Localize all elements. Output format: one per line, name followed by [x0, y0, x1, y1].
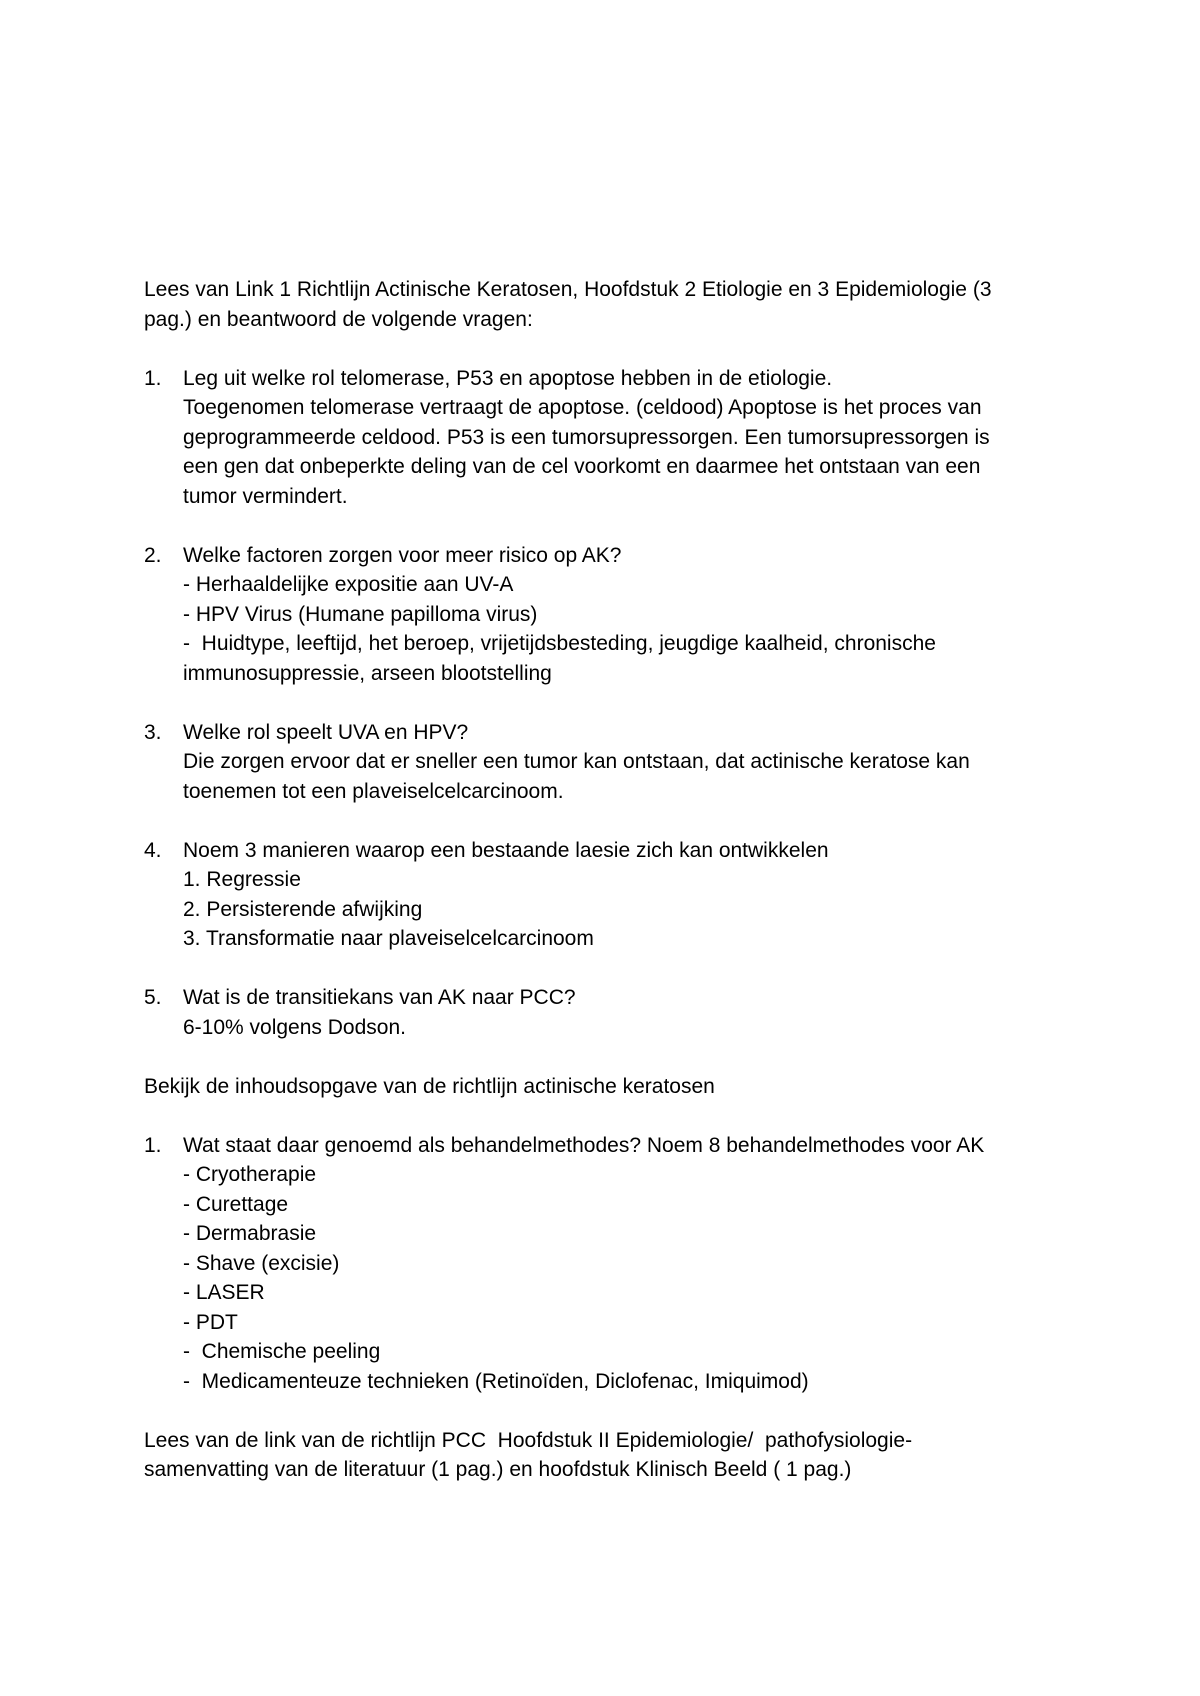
- question-number: 1.: [144, 366, 162, 390]
- answer-line: - Dermabrasie: [183, 1222, 317, 1245]
- treatment-question-1: [144, 1131, 1064, 1397]
- answer-line: 3. Transformatie naar plaveiselcelcarcinoom: [183, 927, 594, 950]
- answer-line: - HPV Virus (Humane papilloma virus): [183, 602, 538, 626]
- question-number: 2.: [144, 543, 162, 567]
- answer-line: - Medicamenteuze technieken (Retinoïden, Diclofenac, Imiquimod): [183, 1369, 809, 1393]
- answer-line: 1. Regressie: [183, 868, 301, 891]
- answer-line: tumor vermindert.: [183, 484, 348, 508]
- answer-line: - Cryotherapie: [183, 1163, 317, 1186]
- answer-line: - Curettage: [183, 1192, 289, 1216]
- answer-line: geprogrammeerde celdood. P53 is een tumorsupressorgen. Een tumorsupressorgen is: [183, 425, 990, 449]
- answer-line: - Herhaaldelijke expositie aan UV-A: [183, 573, 514, 596]
- intro-paragraph: [144, 275, 1064, 334]
- answer-line: toenemen tot een plaveiselcelcarcinoom.: [183, 779, 564, 803]
- question-text: Noem 3 manieren waarop een bestaande laesie zich kan ontwikkelen: [183, 838, 829, 862]
- question-2: [144, 541, 1064, 689]
- intro-line-2: pag.) en beantwoord de volgende vragen:: [144, 307, 533, 331]
- answer-line: immunosuppressie, arseen blootstelling: [183, 661, 552, 685]
- intro3-line-2: samenvatting van de literatuur (1 pag.) en hoofdstuk Klinisch Beeld ( 1 pag.): [144, 1458, 852, 1481]
- answer-line: een gen dat onbeperkte deling van de cel voorkomt en daarmee het ontstaan van een: [183, 455, 981, 478]
- answer-line: - Chemische peeling: [183, 1340, 381, 1363]
- answer-line: - LASER: [183, 1281, 265, 1304]
- question-text: Welke factoren zorgen voor meer risico op AK?: [183, 543, 622, 567]
- question-1: [144, 364, 1064, 512]
- question-4: [144, 836, 1064, 954]
- question-5: [144, 983, 1064, 1042]
- document-page: [144, 275, 1064, 1485]
- intro-paragraph-3: [144, 1426, 1064, 1485]
- question-text: Wat staat daar genoemd als behandelmethodes? Noem 8 behandelmethodes voor AK: [183, 1133, 985, 1157]
- question-text: Welke rol speelt UVA en HPV?: [183, 720, 469, 744]
- question-number: 5.: [144, 986, 162, 1009]
- intro2-line: Bekijk de inhoudsopgave van de richtlijn actinische keratosen: [144, 1074, 715, 1098]
- answer-line: 6-10% volgens Dodson.: [183, 1015, 406, 1039]
- intro3-line-1: Lees van de link van de richtlijn PCC Hoofdstuk II Epidemiologie/ pathofysiologie-: [144, 1428, 913, 1452]
- answer-line: 2. Persisterende afwijking: [183, 897, 423, 921]
- question-3: [144, 718, 1064, 807]
- question-number: 4.: [144, 838, 162, 862]
- answer-line: - PDT: [183, 1310, 238, 1334]
- question-text: Leg uit welke rol telomerase, P53 en apoptose hebben in de etiologie.: [183, 366, 833, 390]
- answer-line: - Huidtype, leeftijd, het beroep, vrijetijdsbesteding, jeugdige kaalheid, chronische: [183, 632, 936, 655]
- question-text: Wat is de transitiekans van AK naar PCC?: [183, 986, 576, 1009]
- answer-line: - Shave (excisie): [183, 1251, 340, 1275]
- intro-paragraph-2: [144, 1072, 1064, 1102]
- answer-line: Toegenomen telomerase vertraagt de apoptose. (celdood) Apoptose is het proces van: [183, 396, 982, 419]
- question-number: 1.: [144, 1133, 162, 1157]
- intro-line-1: Lees van Link 1 Richtlijn Actinische Keratosen, Hoofdstuk 2 Etiologie en 3 Epidemiologie (3: [144, 278, 992, 301]
- answer-line: Die zorgen ervoor dat er sneller een tumor kan ontstaan, dat actinische keratose kan: [183, 750, 970, 773]
- question-number: 3.: [144, 720, 162, 744]
